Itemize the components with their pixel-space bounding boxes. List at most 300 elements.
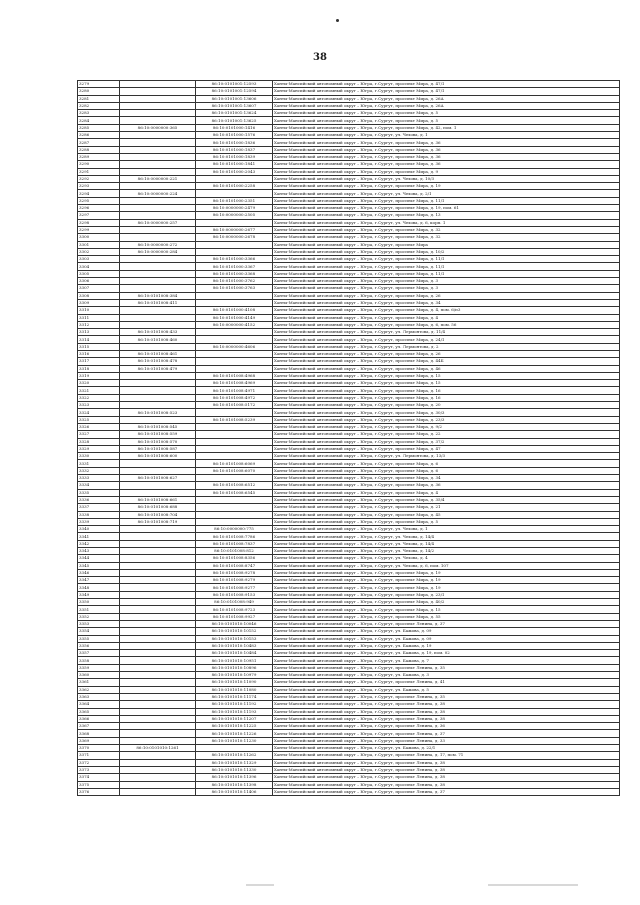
address-cell [273,329,620,336]
address-cell [273,686,620,693]
street-text: ул. Чехова, д. 10/3 [395,176,435,181]
street-text: ул. Чехова, д. 6, корп. 1 [395,219,446,225]
street-text: проспект Мира, д. 6 [395,467,439,473]
region-text: Ханты-Мансийский автономный округ – Югра, г.Сургут, [274,373,395,379]
address-cell [273,95,620,102]
row-number-cell: 3371 [78,752,120,759]
address-cell [273,781,620,788]
address-cell [273,205,620,212]
old-cadastral-cell [120,132,196,139]
table-row [78,489,620,496]
street-text: проспект Мира, д. 26 [395,351,441,357]
street-text: проспект Ленина, д. 38 [395,759,445,765]
region-text: Ханты-Мансийский автономный округ – Югра, г.Сургут, [274,424,395,430]
row-number-cell: 3346 [78,569,120,576]
old-cadastral-cell [120,657,196,664]
row-number-cell: 3322 [78,394,120,401]
street-text: проспект Мира, д. 36 [395,154,441,160]
table-row [78,723,620,730]
street-text: проспект Мира, д. 26А [395,95,444,101]
street-text: проспект Мира, д. 19 [395,584,441,590]
old-cadastral-cell [120,489,196,496]
row-number-cell: 3356 [78,642,120,649]
table-row [78,81,620,88]
street-text: ул. Бажова, д. 19, пом. 02 [395,650,450,656]
row-number-cell: 3338 [78,511,120,518]
region-text: Ханты-Мансийский автономный округ – Югра, г.Сургут, [274,321,395,327]
address-cell [273,730,620,737]
cadastral-number-cell [196,504,273,511]
table-row [78,380,620,387]
cadastral-number-cell: 86:10:0101008:4969 [196,380,273,387]
old-cadastral-cell: 86:10:0000000:272 [120,241,196,248]
street-text: проспект Мира, д. 36 [395,161,441,167]
table-row [78,241,620,248]
region-text: Ханты-Мансийский автономный округ – Югра, г.Сургут, [274,409,395,415]
region-text: Ханты-Мансийский автономный округ – Югра, г.Сургут, [274,227,395,233]
region-text: Ханты-Мансийский автономный округ – Югра, г.Сургут, [274,613,395,619]
table-row [78,555,620,562]
address-cell [273,81,620,88]
address-cell [273,672,620,679]
old-cadastral-cell [120,708,196,715]
row-number-cell: 3314 [78,336,120,343]
old-cadastral-cell: 86:10:0101008:461 [120,350,196,357]
address-cell [273,533,620,540]
cadastral-number-cell: 86:10:0101008:6070 [196,467,273,474]
region-text: Ханты-Мансийский автономный округ – Югра, г.Сургут, [274,285,395,291]
row-number-cell: 3370 [78,745,120,752]
cadastral-number-cell: 86:10:0101010:11207 [196,715,273,722]
region-text: Ханты-Мансийский автономный округ – Югра, г.Сургут, [274,336,395,342]
cadastral-number-cell: 86:10:0000000:2505 [196,212,273,219]
street-text: проспект Мира, д. 4 [395,314,439,320]
old-cadastral-cell [120,672,196,679]
street-text: проспект Мира, д. 9 [395,168,439,174]
old-cadastral-cell [120,737,196,744]
table-row [78,759,620,766]
address-cell [273,365,620,372]
row-number-cell: 3279 [78,81,120,88]
old-cadastral-cell [120,387,196,394]
table-row [78,431,620,438]
row-number-cell: 3301 [78,241,120,248]
old-cadastral-cell [120,548,196,555]
address-cell [273,555,620,562]
street-text: ул. Чехова, д. 2/1 [395,190,432,196]
street-text: проспект Мира, д. 11/1 [395,256,445,262]
region-text: Ханты-Мансийский автономный округ – Югра, г.Сургут, [274,219,395,225]
street-text: проспект Мира, д. 19, пом. 61 [395,205,459,211]
street-text: проспект Мира, д. 19 [395,570,441,576]
region-text: Ханты-Мансийский автономный округ – Югра, г.Сургут, [274,343,395,349]
address-cell [273,591,620,598]
street-text: ул. Чехова, д. 14/4 [395,540,435,546]
old-cadastral-cell [120,635,196,642]
row-number-cell: 3337 [78,504,120,511]
cadastral-number-cell [196,292,273,299]
cadastral-number-cell: 86:10:0101010:11262 [196,752,273,759]
address-cell [273,168,620,175]
table-row [78,577,620,584]
region-text: Ханты-Мансийский автономный округ – Югра, г.Сургут, [274,154,395,160]
row-number-cell: 3316 [78,350,120,357]
old-cadastral-cell [120,285,196,292]
region-text: Ханты-Мансийский автономный округ – Югра, г.Сургут, [274,555,395,561]
cadastral-number-cell: 86:10:0000000:2678 [196,234,273,241]
street-text: проспект Ленина, д. 33 [395,737,445,743]
row-number-cell: 3332 [78,467,120,474]
row-number-cell: 3353 [78,620,120,627]
region-text: Ханты-Мансийский автономный округ – Югра, г.Сургут, [274,460,395,466]
address-cell [273,343,620,350]
region-text: Ханты-Мансийский автономный округ – Югра, г.Сургут, [274,679,395,685]
table-row [78,139,620,146]
row-number-cell: 3357 [78,650,120,657]
cadastral-number-cell: 86:10:0101008:9153 [196,591,273,598]
old-cadastral-cell [120,752,196,759]
table-row [78,693,620,700]
row-number-cell: 3307 [78,285,120,292]
region-text: Ханты-Мансийский автономный округ – Югра, г.Сургут, [274,621,395,627]
street-text: проспект Мира, д. 15 [395,373,441,379]
street-text: проспект Мира, д. 24/1 [395,336,445,342]
address-cell [273,88,620,95]
old-cadastral-cell [120,569,196,576]
cadastral-number-cell: 86:10:0101010:11193 [196,708,273,715]
cadastral-number-cell: 86:10:0101000:1576 [196,132,273,139]
address-cell [273,628,620,635]
row-number-cell: 3281 [78,95,120,102]
address-cell [273,657,620,664]
region-text: Ханты-Мансийский автономный округ – Югра, г.Сургут, [274,307,395,313]
old-cadastral-cell [120,394,196,401]
region-text: Ханты-Мансийский автономный округ – Югра, г.Сургут, [274,643,395,648]
row-number-cell: 3285 [78,124,120,131]
table-row [78,197,620,204]
row-number-cell: 3351 [78,606,120,613]
row-number-cell: 3339 [78,518,120,525]
old-cadastral-cell [120,555,196,562]
region-text: Ханты-Мансийский автономный округ – Югра, г.Сургут, [274,300,395,306]
table-row [78,110,620,117]
row-number-cell: 3331 [78,460,120,467]
old-cadastral-cell [120,380,196,387]
old-cadastral-cell [120,650,196,657]
old-cadastral-cell [120,372,196,379]
region-text: Ханты-Мансийский автономный округ – Югра, г.Сургут, [274,715,395,721]
address-cell [273,314,620,321]
old-cadastral-cell [120,146,196,153]
old-cadastral-cell: 86:10:0101008:545 [120,423,196,430]
address-cell [273,460,620,467]
cadastral-number-cell: 86:10:0101010:10951 [196,657,273,664]
row-number-cell: 3326 [78,423,120,430]
row-number-cell: 3298 [78,219,120,226]
region-text: Ханты-Мансийский автономный округ – Югра, г.Сургут, [274,774,395,780]
cadastral-number-cell: 86:10:0101001:13607 [196,102,273,109]
region-text: Ханты-Мансийский автономный округ – Югра, г.Сургут, [274,212,395,218]
street-text: проспект Мира, д. 35/4 [395,497,445,503]
row-number-cell: 3311 [78,314,120,321]
address-cell [273,526,620,533]
old-cadastral-cell: 86:10:0101008:570 [120,438,196,445]
address-cell [273,175,620,182]
row-number-cell: 3282 [78,102,120,109]
address-cell [273,212,620,219]
address-cell [273,475,620,482]
old-cadastral-cell [120,766,196,773]
address-cell [273,445,620,452]
cadastral-number-cell: 86:10:0000000:2677 [196,226,273,233]
region-text: Ханты-Мансийский автономный округ – Югра, г.Сургут, [274,548,395,554]
cadastral-number-cell [196,745,273,752]
region-text: Ханты-Мансийский автономный округ – Югра, г.Сургут, [274,88,395,94]
street-text: проспект Мира, д. 6, пом. 56 [395,321,457,327]
region-text: Ханты-Мансийский автономный округ – Югра, г.Сургут, [274,438,395,444]
region-text: Ханты-Мансийский автономный округ – Югра, г.Сургут, [274,745,395,751]
row-number-cell: 3330 [78,453,120,460]
cadastral-number-cell [196,299,273,306]
row-number-cell: 3335 [78,489,120,496]
table-row [78,88,620,95]
cadastral-number-cell: 86:10:0101000:1836 [196,139,273,146]
address-cell [273,599,620,606]
cadastral-number-cell: 86:10:0101000:3367 [196,263,273,270]
old-cadastral-cell: 86:10:0000000:221 [120,175,196,182]
row-number-cell: 3333 [78,475,120,482]
old-cadastral-cell [120,307,196,314]
address-cell [273,467,620,474]
page-number: 38 [313,52,327,63]
cadastral-number-cell: 86:10:0101010:11406 [196,788,273,795]
address-cell [273,299,620,306]
table-row [78,562,620,569]
row-number-cell: 3321 [78,387,120,394]
old-cadastral-cell [120,526,196,533]
table-row [78,299,620,306]
region-text: Ханты-Мансийский автономный округ – Югра, г.Сургут, [274,577,395,583]
row-number-cell: 3324 [78,409,120,416]
row-number-cell: 3354 [78,628,120,635]
row-number-cell: 3341 [78,533,120,540]
region-text: Ханты-Мансийский автономный округ – Югра, г.Сургут, [274,759,395,765]
address-cell [273,190,620,197]
table-row [78,285,620,292]
address-cell [273,431,620,438]
address-cell [273,219,620,226]
table-row [78,117,620,124]
region-text: Ханты-Мансийский автономный округ – Югра, г.Сургут, [274,453,395,459]
street-text: ул. Лермонтова, д. 11/4 [395,329,446,335]
old-cadastral-cell: 86:10:0101008:600 [120,453,196,460]
street-text: проспект Мира, д. 32 [395,227,441,233]
street-text: проспект Мира, д. 11/1 [395,197,445,203]
cadastral-number-cell: 86:10:0101008:6069 [196,460,273,467]
scan-smudge [488,884,578,886]
address-cell [273,693,620,700]
row-number-cell: 3312 [78,321,120,328]
old-cadastral-cell [120,613,196,620]
address-cell [273,241,620,248]
street-text: ул. Бажова, д. 09 [395,628,432,634]
street-text: ул. Лермонтова, д. 13/3 [395,453,446,459]
row-number-cell: 3348 [78,584,120,591]
region-text: Ханты-Мансийский автономный округ – Югра, г.Сургут, [274,781,395,787]
table-row [78,175,620,182]
street-text: проспект Ленина, д. 17, пом. 71 [395,752,464,758]
row-number-cell: 3355 [78,635,120,642]
address-cell [273,453,620,460]
old-cadastral-cell: 86:10:0101008:479 [120,365,196,372]
old-cadastral-cell [120,701,196,708]
row-number-cell: 3372 [78,759,120,766]
table-row [78,146,620,153]
street-text: проспект Мира, д. 10/2 [395,248,445,254]
address-cell [273,256,620,263]
registry-table [77,80,620,796]
street-text: ул. Бажова, д. 09 [395,635,432,641]
cadastral-number-cell [196,175,273,182]
table-row [78,511,620,518]
street-text: проспект Мира, д. 37/2 [395,438,445,444]
region-text: Ханты-Мансийский автономный округ – Югра, г.Сургут, [274,723,395,729]
cadastral-number-cell: 86:10:0101000:1416 [196,124,273,131]
region-text: Ханты-Мансийский автономный округ – Югра, г.Сургут, [274,358,395,364]
cadastral-number-cell: 86:10:0101000:4149 [196,314,273,321]
street-text: ул. Бажова, д. 22/1 [395,745,436,751]
cadastral-number-cell: 86:10:0101008:7786 [196,533,273,540]
table-row [78,672,620,679]
street-text: проспект Мира, д. 19 [395,577,441,583]
cadastral-number-cell: 86:10:0101001:12594 [196,88,273,95]
region-text: Ханты-Мансийский автономный округ – Югра, г.Сургут, [274,176,395,181]
region-text: Ханты-Мансийский автономный округ – Югра, г.Сургут, [274,606,395,612]
region-text: Ханты-Мансийский автономный округ – Югра, г.Сургут, [274,497,395,503]
old-cadastral-cell [120,482,196,489]
region-text: Ханты-Мансийский автономный округ – Югра, г.Сургут, [274,730,395,736]
address-cell [273,489,620,496]
row-number-cell: 3327 [78,431,120,438]
cadastral-number-cell: 86:10:0101008:9279 [196,577,273,584]
street-text: проспект Мира, д. 36 [395,146,441,152]
region-text: Ханты-Мансийский автономный округ – Югра, г.Сургут, [274,752,395,758]
table-row [78,387,620,394]
cadastral-number-cell: 86:10:0101008:6545 [196,489,273,496]
street-text: ул. Бажова, д. 7 [395,657,429,663]
cadastral-number-cell: 86:10:0101008:4971 [196,387,273,394]
table-row [78,256,620,263]
table-row [78,394,620,401]
table-row [78,416,620,423]
old-cadastral-cell [120,591,196,598]
row-number-cell: 3304 [78,263,120,270]
street-text: проспект Ленина, д. 38 [395,781,445,787]
old-cadastral-cell [120,278,196,285]
row-number-cell: 3308 [78,292,120,299]
table-row [78,350,620,357]
row-number-cell: 3288 [78,146,120,153]
table-row [78,635,620,642]
row-number-cell: 3284 [78,117,120,124]
table-row [78,365,620,372]
street-text: проспект Мира [395,241,428,247]
cadastral-number-cell: 86:10:0101010:10979 [196,672,273,679]
row-number-cell: 3299 [78,226,120,233]
row-number-cell: 3293 [78,183,120,190]
table-row [78,263,620,270]
table-row [78,467,620,474]
address-cell [273,650,620,657]
address-cell [273,110,620,117]
region-text: Ханты-Мансийский автономный округ – Югра, г.Сургут, [274,168,395,174]
old-cadastral-cell: 86:10:0101008:478 [120,358,196,365]
row-number-cell: 3368 [78,730,120,737]
address-cell [273,606,620,613]
row-number-cell: 3280 [78,88,120,95]
street-text: проспект Мира, д. 34 [395,475,441,481]
row-number-cell: 3373 [78,766,120,773]
row-number-cell: 3340 [78,526,120,533]
row-number-cell: 3364 [78,701,120,708]
cadastral-number-cell: 86:10:0101010:10484 [196,650,273,657]
row-number-cell: 3319 [78,372,120,379]
row-number-cell: 3302 [78,248,120,255]
cadastral-number-cell [196,248,273,255]
region-text: Ханты-Мансийский автономный округ – Югра, г.Сургут, [274,672,395,678]
address-cell [273,620,620,627]
cadastral-number-cell: 86:10:0101008:7837 [196,540,273,547]
old-cadastral-cell: 86:10:0000000:257 [120,219,196,226]
row-number-cell: 3362 [78,686,120,693]
street-text: проспект Мира, д. 30/3 [395,409,445,415]
cadastral-number-cell: 86:10:0101010:11226 [196,730,273,737]
address-cell [273,540,620,547]
old-cadastral-cell [120,562,196,569]
old-cadastral-cell [120,788,196,795]
address-cell [273,358,620,365]
row-number-cell: 3317 [78,358,120,365]
table-row [78,650,620,657]
cadastral-number-cell: 86:10:0101000:3366 [196,256,273,263]
table-row [78,205,620,212]
region-text: Ханты-Мансийский автономный округ – Югра, г.Сургут, [274,694,395,700]
region-text: Ханты-Мансийский автономный округ – Югра, г.Сургут, [274,351,395,357]
region-text: Ханты-Мансийский автономный округ – Югра, г.Сургут, [274,146,395,152]
cadastral-number-cell: 86:10:0101008:4972 [196,394,273,401]
cadastral-number-cell: 86:10:0101008:8356 [196,555,273,562]
table-row [78,752,620,759]
street-text: проспект Мира, д. 20 [395,402,441,408]
cadastral-number-cell: 86:10:0101001:13625 [196,117,273,124]
address-cell [273,292,620,299]
table-row [78,438,620,445]
street-text: проспект Мира, д. 26 [395,292,441,298]
table-row [78,686,620,693]
region-text: Ханты-Мансийский автономный округ – Югра, г.Сургут, [274,657,395,663]
address-cell [273,270,620,277]
region-text: Ханты-Мансийский автономный округ – Югра, г.Сургут, [274,234,395,240]
address-cell [273,715,620,722]
row-number-cell: 3313 [78,329,120,336]
table-row [78,628,620,635]
address-cell [273,504,620,511]
table-row [78,599,620,606]
row-number-cell: 3310 [78,307,120,314]
table-row [78,95,620,102]
cadastral-number-cell: 86:10:0101000:3763 [196,285,273,292]
table-row [78,226,620,233]
